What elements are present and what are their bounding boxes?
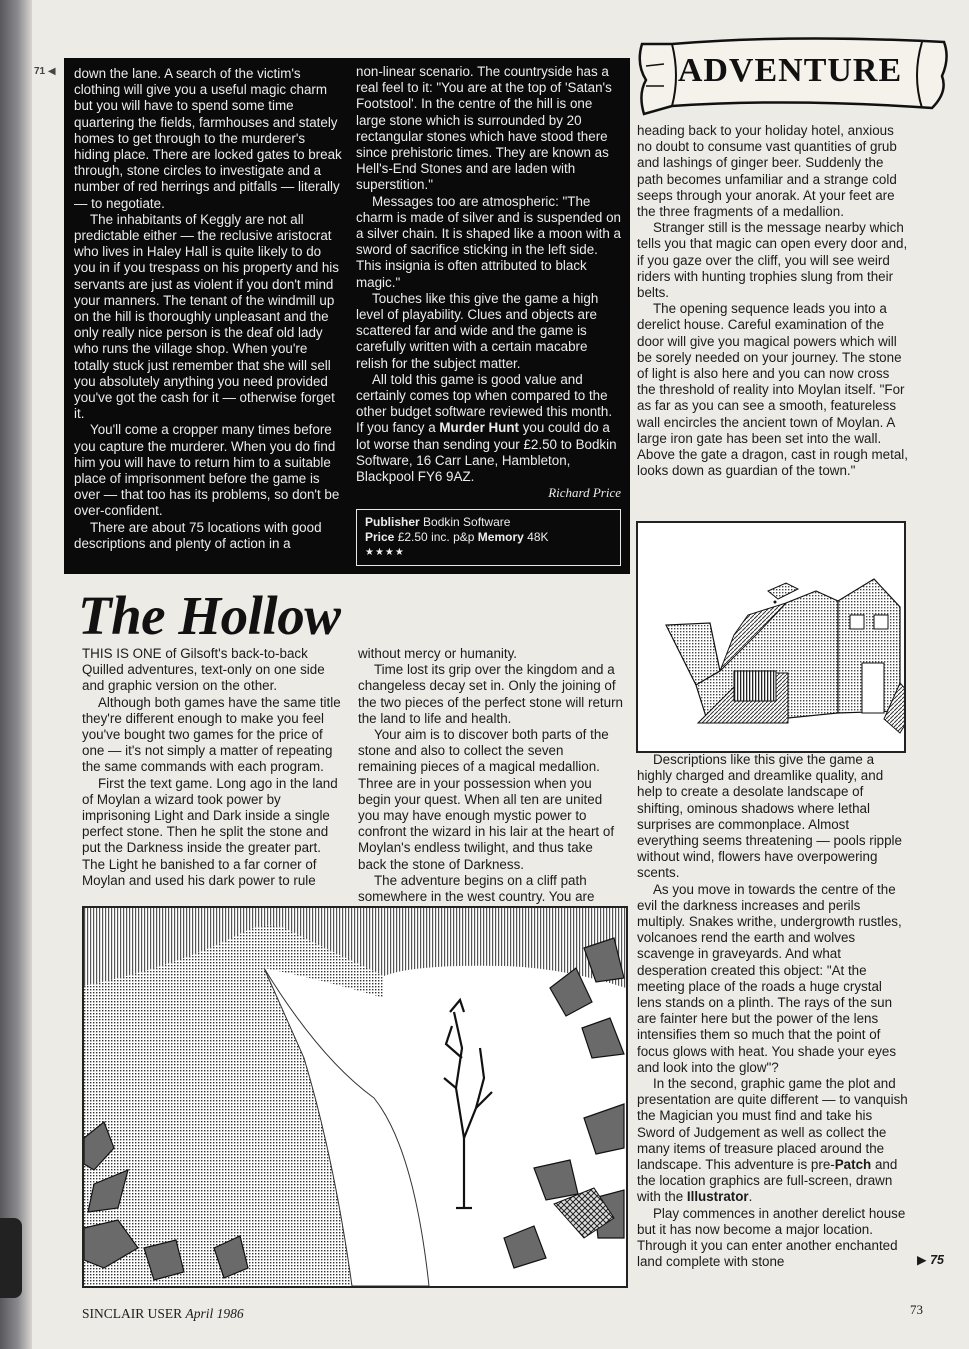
magazine-name: SINCLAIR USER xyxy=(82,1306,183,1321)
paragraph: Stranger still is the message nearby which tells you that magic can open every door and, if you gaze over the cliff, you will see weird riders with hunting trophies slung from their belts. xyxy=(637,220,908,301)
hollow-col2 xyxy=(358,646,624,905)
previous-page-ref: 71 ◀ xyxy=(34,66,56,77)
price-line xyxy=(365,530,612,545)
text: and the location graphics are full-screen, drawn with the xyxy=(637,1157,898,1205)
paragraph: non-linear scenario. The countryside has a real feel to it: "You are at the top of 'Satan's Footstool'. In the centre of the hill is one large stone which is surrounded by 20 rectangular stones which have stood there since prehistoric times. They are known as Hell's-End Stones and are laden with superstition." xyxy=(356,64,612,193)
house-illustration xyxy=(638,523,904,751)
paragraph: Your aim is to discover both parts of the stone and also to collect the seven remaining pieces of a magical medallion. Three are in your possession when you begin your quest. When all ten are united you may have enough mystic power to confront the wizard in his lair at the heart of Moylan's endless twilight, and thus take back the stone of Darkness. xyxy=(358,727,615,872)
page-number: 73 xyxy=(910,1302,923,1317)
game-screenshot-landscape xyxy=(82,906,628,1288)
text: In the second, graphic game the plot and presentation are quite different — to vanquish the Magician you must find and take his Sword of Judgement as well as collect the many items of treasure placed around the landscape. This adventure is pre- xyxy=(637,1076,908,1173)
publisher-value: Bodkin Software xyxy=(423,515,511,530)
memory-label: Memory xyxy=(477,530,524,545)
paragraph xyxy=(356,372,621,485)
paragraph: Time lost its grip over the kingdom and a changeless decay set in. Only the joining of the two pieces of the perfect stone will return the land to life and health. xyxy=(358,662,623,726)
section-title: ADVENTURE xyxy=(677,52,903,89)
price-label: Price xyxy=(365,530,395,545)
next-page-ref: ▶ 75 xyxy=(917,1253,944,1267)
text: All told this game is good value and certainly comes top when compared to the other budget software reviewed this month. If you fancy a xyxy=(356,371,613,436)
spine-tab xyxy=(0,1218,22,1298)
paragraph: Touches like this give the game a high level of playability. Clues and objects are scattered far and wide and the game is carefully written with a certain macabre relish for the subject matter. xyxy=(356,290,599,371)
paragraph: Although both games have the same title they're different enough to make you feel you've bought two games for the price of one — it's not simply a matter of repeating the same commands with each program. xyxy=(82,694,341,775)
issue-date: April 1986 xyxy=(185,1306,244,1321)
paragraph: The inhabitants of Keggly are not all predictable either — the reclusive aristocrat who lives in Haley Hall is quite likely to do you in if you trespass on his property and his servants are just as violent if you don't mind your manners. The tenant of the windmill up on the hill is thoroughly unpleasant and the only really nice person is the deaf old lady who runs the village shop. When you're totally stuck just remember that she will sell you absolutely anything you need provided you've got the cash for it — otherwise forget it. xyxy=(74,211,339,422)
text: . xyxy=(748,1189,753,1205)
byline: Richard Price xyxy=(548,485,621,501)
text: you could do a lot worse than sending your £2.50 to Bodkin Software, 16 Carr Lane, Hambleton, Blackpool FY6 9AZ. xyxy=(356,420,617,485)
paragraph: Descriptions like this give the game a highly charged and dreamlike quality, and help to create a desolate landscape of shifting, ominous shadows where lethal surprises are commonplace. Almost everything seems threatening — pools ripple without wind, flowers have overpowering scents. xyxy=(637,752,902,881)
bold-term: Patch xyxy=(834,1157,872,1173)
publisher-label: Publisher xyxy=(365,515,420,530)
paragraph: The adventure begins on a cliff path somewhere in the west country. You are xyxy=(358,872,595,905)
info-box xyxy=(356,509,621,566)
landscape-illustration xyxy=(84,908,626,1286)
paragraph: First the text game. Long ago in the land of Moylan a wizard took power by imprisoning Light and Dark inside a single perfect stone. Then he split the stone and put the Darkness inside the greater part. The Light he banished to a far corner of Moylan and used his dark power to rule xyxy=(82,775,338,888)
bold-term: Illustrator xyxy=(686,1189,749,1205)
paragraph: Play commences in another derelict house but it has now become a major location. Through it you can enter another enchanted land complete with stone xyxy=(637,1205,906,1270)
paragraph xyxy=(637,1076,909,1206)
paragraph: As you move in towards the centre of the evil the darkness increases and perils multiply. Snakes writhe, undergrowth rustles, volcanoes rend the earth and wolves scavenge in graveyards. And what desperation created this object: "At the meeting place of the roads a huge crystal lens stands on a plinth. The rays of the sun are fainter here but the power of the lens intensifies them so much that the point of focus glows with heat. You shade your eyes and look into the glow"? xyxy=(637,881,902,1075)
hollow-col1 xyxy=(82,646,344,889)
publisher-line xyxy=(365,515,612,530)
magazine-spine xyxy=(0,0,32,1349)
article-title: The Hollow xyxy=(78,585,341,646)
game-screenshot-house xyxy=(636,521,906,753)
murder-hunt-col2 xyxy=(356,64,621,566)
hollow-col3-bottom xyxy=(637,752,909,1271)
paragraph: heading back to your holiday hotel, anxious no doubt to consume vast quantities of grub and lashings of ginger beer. Suddenly the path becomes unfamiliar and a strange cold seeps through your anorak. At your feet are the three fragments of a medallion. xyxy=(637,123,897,220)
hollow-col3-top xyxy=(637,123,909,479)
price-value: £2.50 inc. p&p xyxy=(397,530,475,545)
paragraph: THIS IS ONE of Gilsoft's back-to-back Quilled adventures, text-only on one side and graphic version on the other. xyxy=(82,646,325,694)
memory-value: 48K xyxy=(527,530,549,545)
paragraph: without mercy or humanity. xyxy=(358,646,518,661)
star-rating: ★★★★ xyxy=(365,547,405,559)
paragraph: There are about 75 locations with good descriptions and plenty of action in a xyxy=(74,519,322,551)
game-name: Murder Hunt xyxy=(439,420,519,436)
paragraph: You'll come a cropper many times before you capture the murderer. When you do find him you will have to return him to a suitable place of imprisonment before the game is over — that too has its problems, so don't be over-confident. xyxy=(74,422,340,519)
footer-magazine xyxy=(82,1306,244,1322)
paragraph: The opening sequence leads you into a derelict house. Careful examination of the door will give you magical powers which will be sorely needed on your journey. The stone of light is also here and you can now cross the threshold of reality into Moylan itself. "For as far as you can see a smooth, featureless wall encircles the ancient town of Moylan. A large iron gate has been set into the wall. Above the gate a dragon, cast in rough metal, looks down as guardian of the town." xyxy=(637,301,908,479)
murder-hunt-col1 xyxy=(74,66,344,552)
paragraph: Messages too are atmospheric: "The charm is made of silver and is suspended on a silver chain. It is shaped like a moon with a sword of sacrifice sticking in the left side. This insignia is often attributed to black magic." xyxy=(356,193,621,290)
paragraph: down the lane. A search of the victim's clothing will give you a useful magic charm but you will have to spend some time quartering the fields, farmhouses and stately homes to get through to the murderer's hiding place. There are locked gates to break through, stone circles to investigate and a number of red herrings and pitfalls — literally — to negotiate. xyxy=(74,66,342,211)
